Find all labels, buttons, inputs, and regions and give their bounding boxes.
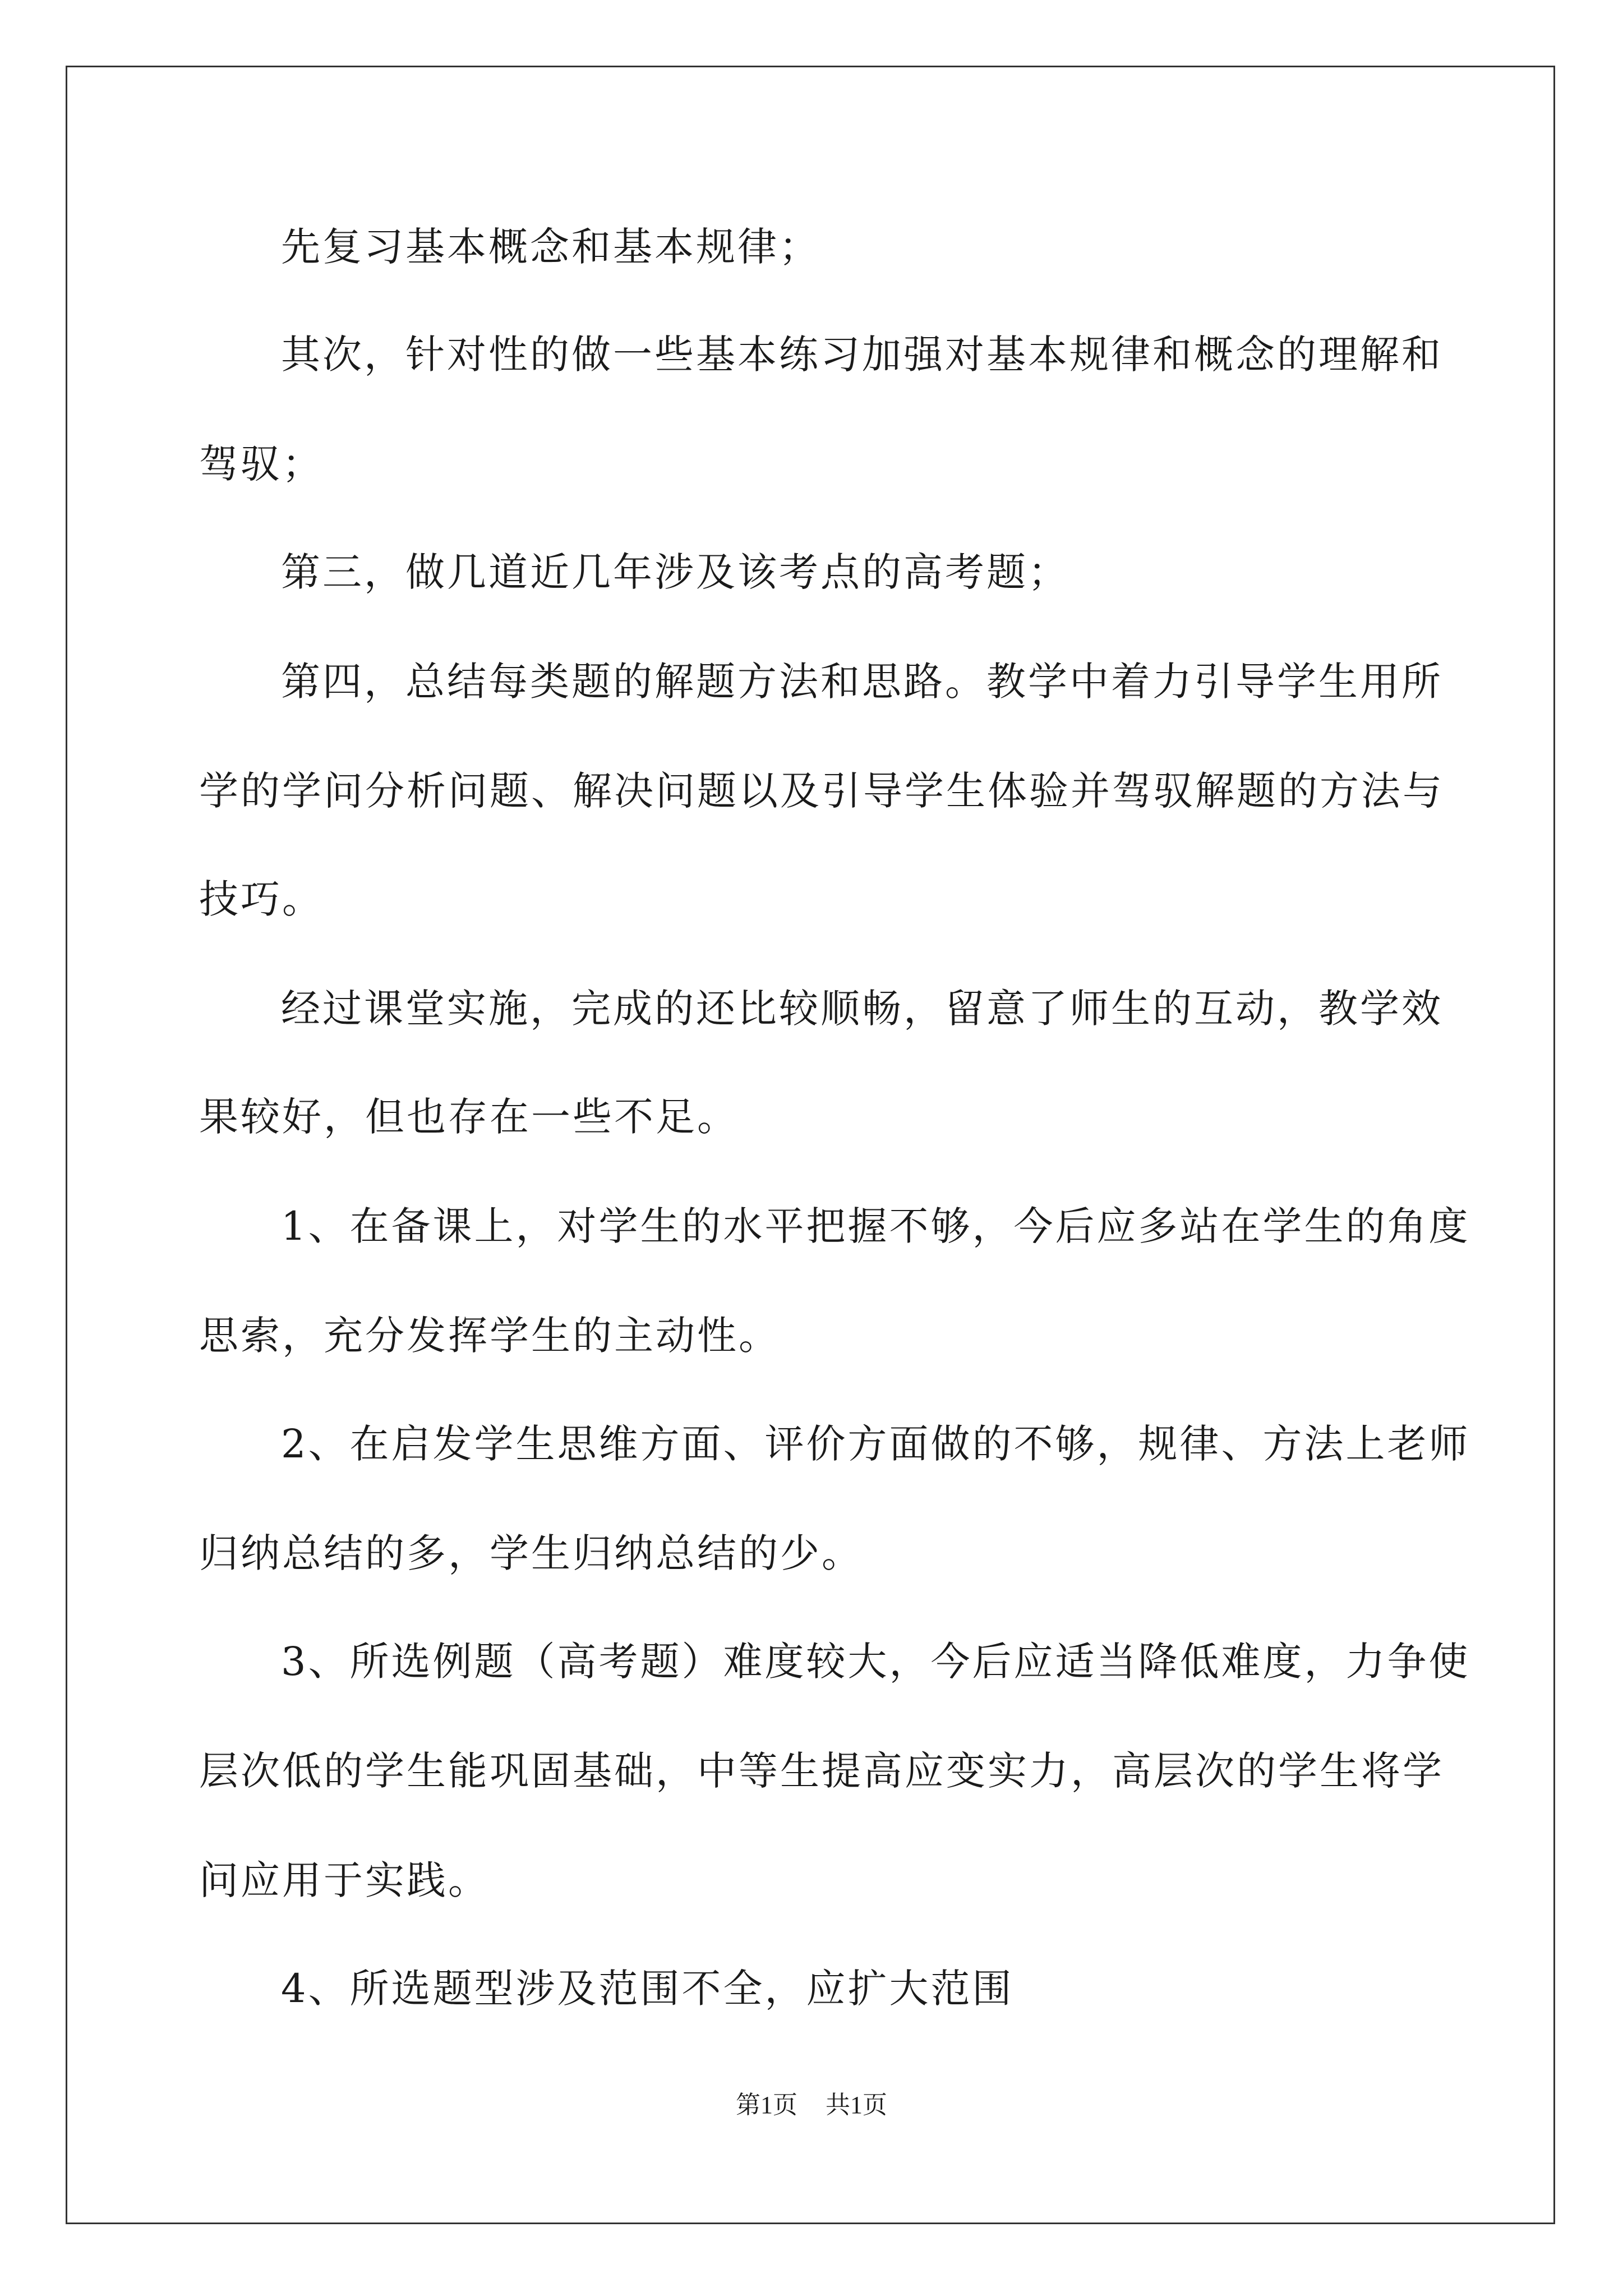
page-total: 共1页 bbox=[826, 2091, 887, 2119]
text-line: 先复习基本概念和基本规律； bbox=[281, 224, 820, 270]
text-line: 1、在备课上，对学生的水平把握不够，今后应多站在学生的角度 bbox=[281, 1203, 1470, 1249]
text-line: 4、所选题型涉及范围不全，应扩大范围 bbox=[281, 1966, 1014, 2012]
text-line: 第三，做几道近几年涉及该考点的高考题； bbox=[281, 549, 1069, 595]
text-line: 2、在启发学生思维方面、评价方面做的不够，规律、方法上老师 bbox=[281, 1421, 1470, 1467]
text-line: 驾驭； bbox=[199, 441, 324, 487]
text-line: 3、所选例题（高考题）难度较大，今后应适当降低难度，力争使 bbox=[281, 1639, 1470, 1685]
text-line: 经过课堂实施，完成的还比较顺畅，留意了师生的互动，教学效 bbox=[281, 986, 1443, 1032]
text-line: 技巧。 bbox=[199, 876, 324, 922]
page-number: 第1页 bbox=[736, 2091, 797, 2119]
text-line: 学的学问分析问题、解决问题以及引导学生体验并驾驭解题的方法与 bbox=[199, 768, 1444, 814]
text-line: 果较好，但也存在一些不足。 bbox=[199, 1094, 739, 1140]
page-footer bbox=[0, 2090, 1623, 2121]
text-line: 层次低的学生能巩固基础，中等生提高应变实力，高层次的学生将学 bbox=[199, 1748, 1444, 1794]
text-line: 其次，针对性的做一些基本练习加强对基本规律和概念的理解和 bbox=[281, 332, 1443, 378]
text-line: 归纳总结的多，学生归纳总结的少。 bbox=[199, 1530, 863, 1576]
text-line: 问应用于实践。 bbox=[199, 1857, 490, 1903]
text-line: 思索，充分发挥学生的主动性。 bbox=[199, 1313, 780, 1359]
text-line: 第四，总结每类题的解题方法和思路。教学中着力引导学生用所 bbox=[281, 659, 1443, 705]
